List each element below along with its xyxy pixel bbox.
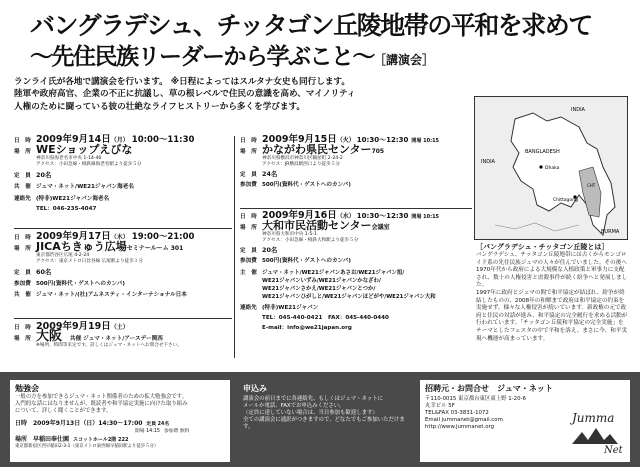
- label-fee: 参加費: [14, 281, 31, 287]
- event-fee: 500円(資料代・ゲストへのカンパ): [262, 258, 351, 264]
- label-date: 日 時: [240, 138, 257, 144]
- logo-text-jumma: Jumma: [572, 411, 615, 425]
- study-date: 日時 2009年9月13日（日）14:30〜17:00: [15, 420, 143, 427]
- logo-text-net: Net: [604, 445, 623, 456]
- event-cohost: 共催 ジュマ・ネット/アースデー関西: [70, 336, 163, 342]
- label-place: 場 所: [14, 246, 31, 252]
- org-email: Email jummanet@gmail.com: [425, 417, 503, 423]
- event-time: 19:00〜21:00: [131, 232, 195, 242]
- side-text: バングラデシュ、チッタゴン丘陵地帯には古くからモンゴロイド系の先住民族ジュマの人々が住んでいました。その後へ1970年代から政府による大規模な入植政策と軍事力に支配され、数十の人権侵害と虐殺事件が続く紛争へと発展しました。 1997年に政府とジュマの間で和平協定が結ばれ、紛争が終結したものの、2008年の和解まで政府は和平協定の約束を実施せず、様々な人権侵害が続いています。新政権の元で政府と住民の対話が進み、和平協定の完全履行を求める活動が行われています。「チッタゴン丘陵和平協定の完全実施」をテーマとしたフェスタの中で平和を訴え、まさに今、和平実現へ機運が高まっています。: [476, 252, 628, 342]
- intro-line: 陸軍や政府高官、企業の不正に抗議し、草の根レベルで住民の意識を高め、マイノリティ: [14, 89, 356, 100]
- event-email: E-mail：info@we21japan.org: [262, 325, 352, 331]
- study-capacity: 定員 24名: [146, 422, 170, 427]
- event-room: セミナールーム 301: [126, 245, 184, 252]
- event-open: 開場 10:15: [411, 214, 440, 220]
- map-label: INDIA: [571, 107, 585, 113]
- event-room: 705: [371, 148, 385, 155]
- event-address: 神奈川県大和市中央 1-5-1: [262, 232, 317, 237]
- event-fee: 500円(資料代・ゲストへのカンパ): [262, 182, 351, 188]
- event-capacity: 60名: [36, 268, 52, 276]
- study-room: スコットホール2階 222: [73, 437, 129, 443]
- intro-line: ランライ氏が各地で講演会を行います。 ※日程によってはスルタナ女史も同行します。: [14, 77, 350, 87]
- event-jica: [14, 233, 194, 299]
- study-box: [10, 380, 230, 462]
- map-label: BANGLADESH: [525, 149, 560, 155]
- event-access: アクセス：東京メトロ日比谷線 広尾駅より徒歩１分: [36, 259, 143, 264]
- event-contact: (特非)WE21ジャパン海老名: [36, 196, 110, 202]
- label-place: 場 所: [240, 225, 257, 231]
- map-graphic: [475, 97, 627, 239]
- label-place: 場 所: [240, 149, 257, 155]
- event-venue: かながわ県民センター: [262, 143, 372, 156]
- divider: [240, 208, 472, 209]
- event-tel: TEL：045-440-0421 FAX：045-440-0440: [262, 315, 389, 321]
- event-capacity: 24名: [262, 170, 278, 178]
- study-open: 開場 14:15: [135, 429, 160, 434]
- label-date: 日 時: [14, 235, 31, 241]
- event-venue: 大和市民活動センター: [262, 219, 372, 232]
- event-cohost: ジュマ・ネット/(社)アムネスティ・インターナショナル日本: [36, 292, 187, 298]
- event-kanagawa: [240, 136, 439, 189]
- map-label: CHT: [587, 183, 596, 188]
- event-host-line: ジュマ・ネット/WE21ジャパンあさお/WE21ジャパン旭/: [262, 270, 405, 276]
- intro-text: [14, 76, 474, 113]
- label-capacity: 定 員: [240, 172, 257, 178]
- label-date: 日 時: [14, 325, 31, 331]
- event-cohost: ジュマ・ネット/WE21ジャパン海老名: [36, 184, 134, 190]
- apply-heading: 申込み: [243, 384, 267, 393]
- event-dow: （木）: [110, 234, 129, 241]
- divider: [14, 228, 232, 229]
- event-note: ※場所、時間等未定です。詳しくはジュマ・ネットへお問合せ下さい。: [36, 343, 182, 348]
- event-address: 神奈川県横浜市神奈川区鶴屋町 2-24-2: [262, 156, 343, 161]
- map-label: Chittagong: [553, 198, 578, 203]
- label-date: 日 時: [14, 138, 31, 144]
- org-address: 〒110-0015 東京都台東区東上野 1-20-6: [425, 396, 526, 402]
- label-cohost: 共 催: [14, 184, 31, 190]
- event-osaka: [14, 323, 182, 349]
- event-host-line: WE21ジャパンさかえ/WE21ジャパンとつか/: [262, 286, 376, 292]
- event-open: 開場 10:15: [411, 138, 440, 144]
- subtitle: 〜先住民族リーダーから学ぶこと〜: [30, 43, 374, 70]
- column-divider: [234, 136, 235, 358]
- event-date: 2009年9月19日: [36, 321, 111, 332]
- label-host: 主 催: [240, 270, 257, 276]
- event-date: 2009年9月14日: [36, 134, 111, 145]
- event-room: 会議室: [371, 224, 390, 231]
- study-heading: 勉強会: [15, 384, 39, 393]
- study-open-row: [135, 427, 225, 434]
- map-label: INDIA: [481, 159, 495, 165]
- org-tel: TEL&FAX 03-3831-1072: [425, 410, 489, 416]
- side-heading: ［バングラデシュ・チッタゴン丘陵とは］: [476, 243, 609, 251]
- label-capacity: 定 員: [240, 248, 257, 254]
- org-building: 丸幸ビル 5F: [425, 403, 455, 409]
- intro-line: 人権のために闘っている彼の壮絶なライフヒストリーから多くを学びます。: [14, 101, 305, 112]
- map-label: BURMA: [601, 229, 620, 235]
- event-ebina: [14, 136, 194, 213]
- title-line2: [30, 38, 434, 71]
- map-bangladesh: [474, 96, 628, 240]
- event-time: 10:30〜12:30: [356, 136, 409, 144]
- event-access: アクセス：JR横浜駅西口より徒歩５分: [262, 162, 340, 167]
- event-host-line: WE21ジャパンひがしと/WE21ジャパンほどがや/WE21ジャパン大和: [262, 294, 436, 300]
- org-heading: 招聘元・お問合せ ジュマ・ネット: [425, 384, 553, 393]
- event-access: アクセス：小田急線・相鉄線海老名駅より徒歩５分: [36, 162, 142, 167]
- event-contact: (特非)WE21ジャパン: [262, 305, 319, 311]
- event-access: アクセス：小田急線・相鉄大和駅より徒歩５分: [262, 238, 359, 243]
- study-text: 一般の方を参加できるジュマ・ネット関係者のための拡大勉強会です。 入門的な話にはなりませんが、既読者や和平協定実施に向けた取り組み について、詳しく聞くことができます。: [15, 394, 188, 414]
- event-address: 東京都渋谷区広尾 4-2-24: [36, 253, 90, 258]
- event-address: 神奈川県海老名市中央 1-14-46: [36, 156, 102, 161]
- event-capacity: 20名: [262, 246, 278, 254]
- event-dow: （土）: [110, 324, 129, 331]
- event-capacity: 20名: [36, 171, 52, 179]
- label-contact: 連絡先: [14, 196, 31, 202]
- event-fee: 500円(資料代・ゲストへのカンパ): [36, 281, 125, 287]
- event-date: 2009年9月16日: [262, 210, 337, 221]
- event-dow: （火）: [336, 137, 355, 144]
- label-place: 場 所: [14, 336, 31, 342]
- label-cohost: 共 催: [14, 292, 31, 298]
- event-time: 10:30〜12:30: [356, 212, 409, 220]
- study-fee: 参加費 無料: [163, 429, 190, 434]
- event-dow: （月）: [110, 137, 129, 144]
- event-venue: 大阪: [36, 329, 63, 344]
- divider: [14, 318, 232, 319]
- label-date: 日 時: [240, 214, 257, 220]
- map-label: Dhaka: [545, 166, 560, 171]
- label-fee: 参加費: [240, 258, 257, 264]
- study-place: 場所 早稲田奉仕園: [15, 436, 70, 443]
- org-url: http://www.jummanet.org: [425, 424, 495, 430]
- label-capacity: 定 員: [14, 270, 31, 276]
- event-venue: WEショップえびな: [36, 143, 133, 156]
- jumma-net-logo: [568, 400, 628, 456]
- event-tel: TEL：046-235-4047: [36, 206, 97, 212]
- event-venue: JICAちきゅう広場: [36, 240, 127, 253]
- label-fee: 参加費: [240, 182, 257, 188]
- study-date-row: [15, 418, 225, 427]
- event-date: 2009年9月17日: [36, 231, 111, 242]
- event-date: 2009年9月15日: [262, 134, 337, 145]
- title-line1: バングラデシュ、チッタゴン丘陵地帯の平和を求めて: [30, 11, 592, 40]
- apply-box: [238, 380, 414, 462]
- event-time: 10:00〜11:30: [131, 135, 195, 145]
- lecture-tag: ［講演会］: [374, 53, 435, 67]
- event-yamato: [240, 212, 439, 332]
- event-host-line: WE21ジャパンいずみ/WE21ジャパンかなざわ/: [262, 278, 381, 284]
- study-address: 東京都新宿区西早稲田2-3-1（東京メトロ東西線早稲田駅より徒歩５分）: [15, 444, 159, 449]
- event-dow: （水）: [336, 213, 355, 220]
- label-contact: 連絡先: [240, 305, 257, 311]
- apply-text: 講演会の前日までに各連絡先、もしくはジュマ・ネットに メールか電話、FAXでお申込みください。 （定員に達していない場合は、当日参加も歓迎します） 全ての講演会に通訳がつきますので、どなたでもご参加いただけます。: [243, 396, 405, 430]
- label-capacity: 定 員: [14, 173, 31, 179]
- study-place-row: [15, 434, 225, 443]
- label-place: 場 所: [14, 149, 31, 155]
